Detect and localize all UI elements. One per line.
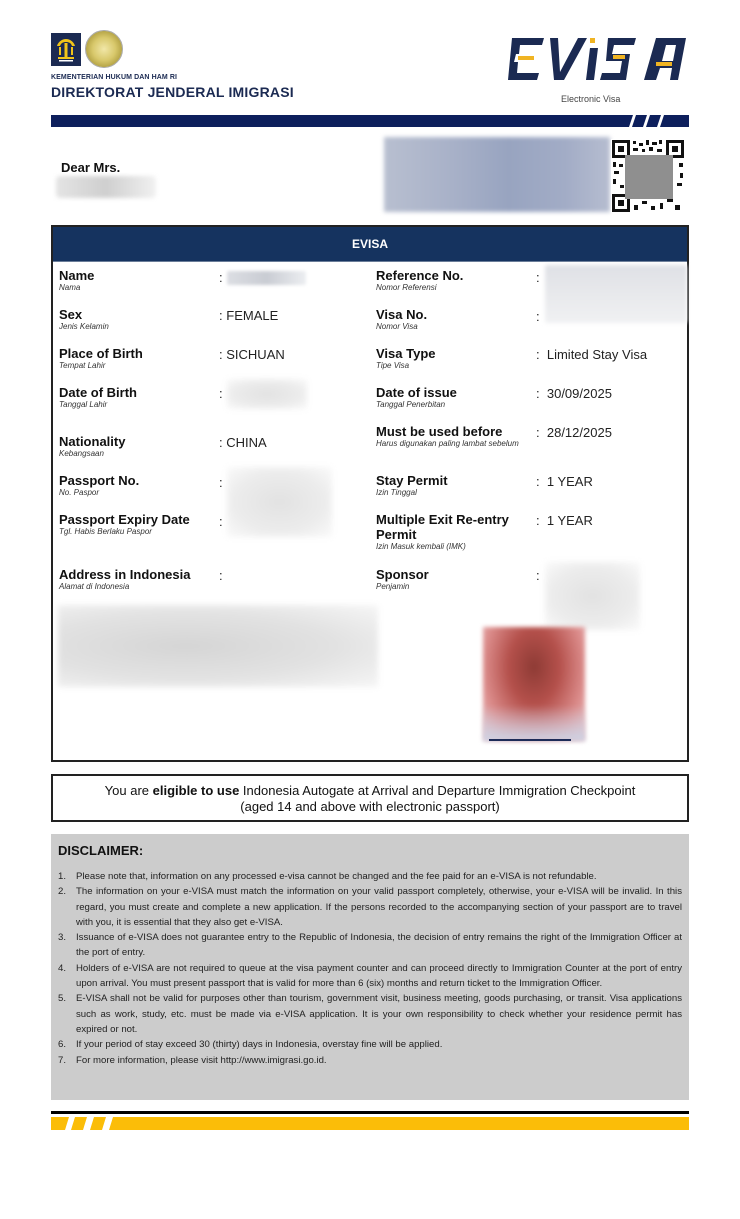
footer-stripe-bar — [51, 1117, 689, 1130]
ministry-name: KEMENTERIAN HUKUM DAN HAM RI — [51, 74, 178, 81]
field-reference-no: Reference No. Nomor Referensi — [376, 268, 464, 292]
evisa-logo — [506, 34, 688, 84]
redacted-dob-value — [227, 379, 307, 409]
qr-code-icon — [611, 139, 685, 213]
reference-no-colon: : — [536, 270, 540, 285]
field-sex: Sex Jenis Kelamin — [59, 307, 109, 331]
date-of-issue-value: : 30/09/2025 — [536, 386, 612, 401]
disclaimer-item: 6. If your period of stay exceed 30 (thirty) days in Indonesia, overstay fine will be applied. — [58, 1039, 443, 1051]
disclaimer-item: 2. The information on your e-VISA must match the information on your valid passport completely, otherwise, your e-VISA will be invalid. In this regard, you must create and complete a new application. If the persons recorded to the accompanying section of your passport are to travel with you, it is essential that they also get e-VISA. — [58, 886, 682, 928]
disclaimer-item: 7. For more information, please visit http://www.imigrasi.go.id. — [58, 1054, 327, 1066]
field-sponsor: Sponsor Penjamin — [376, 567, 429, 591]
field-passport-no: Passport No. No. Paspor — [59, 473, 140, 497]
disclaimer-item: 5. E-VISA shall not be valid for purposes other than tourism, government visit, business meeting, goods purchasing, or transit. Visa applications such as work, study, etc. must be made via e-VISA application. It is your own responsibility to check whether your residence permit has expired or not. — [58, 993, 682, 1035]
field-name: Name Nama — [59, 268, 95, 292]
evisa-details-panel — [51, 225, 689, 762]
disclaimer-list — [58, 869, 682, 1068]
directorate-name: DIREKTORAT JENDERAL IMIGRASI — [51, 84, 294, 100]
field-date-of-birth: Date of Birth Tanggal Lahir — [59, 385, 137, 409]
header-divider-bar — [51, 115, 689, 127]
disclaimer-item: 4. Holders of e-VISA are not required to queue at the visa payment counter and can proceed directly to Immigration Counter at the port of entry upon arrival. You must present passport that is valid for more than 6 (six) months and return ticket to the Immigration Officer. — [58, 962, 682, 990]
salutation: Dear Mrs. — [61, 160, 121, 175]
eligibility-emphasis: eligible to use — [152, 783, 240, 798]
ministry-logo-icon — [51, 33, 81, 66]
disclaimer-section — [51, 834, 689, 1100]
holder-photo-fade — [483, 705, 585, 741]
nationality-value: : CHINA — [219, 435, 267, 450]
redacted-address-value — [58, 605, 378, 687]
field-visa-no: Visa No. Nomor Visa — [376, 307, 428, 331]
sex-value: : FEMALE — [219, 308, 279, 323]
disclaimer-title: DISCLAIMER: — [58, 843, 144, 858]
evisa-panel-title: EVISA — [53, 227, 687, 262]
address-colon: : — [219, 568, 223, 583]
field-address: Address in Indonesia Alamat di Indonesia — [59, 567, 191, 591]
visa-no-colon: : — [536, 309, 540, 324]
place-of-birth-value: : SICHUAN — [219, 347, 285, 362]
reentry-permit-value: : 1 YEAR — [536, 513, 593, 528]
redacted-passport-values — [227, 467, 332, 537]
field-must-be-used-before: Must be used before Harus digunakan paling lambat sebelum — [376, 424, 519, 448]
evisa-logo-subtitle: Electronic Visa — [561, 94, 621, 104]
field-date-of-issue: Date of issue Tanggal Penerbitan — [376, 385, 457, 409]
autogate-eligibility-notice: You are eligible to use Indonesia Autogate at Arrival and Departure Immigration Checkpoint (aged 14 and above with electronic passport) — [51, 774, 689, 822]
redacted-sponsor-value — [545, 562, 640, 630]
sponsor-colon: : — [536, 568, 540, 583]
field-stay-permit: Stay Permit Izin Tinggal — [376, 473, 448, 497]
disclaimer-item: 1. Please note that, information on any processed e-visa cannot be changed and the fee paid for an e-VISA is not refundable. — [58, 871, 597, 882]
footer-divider — [51, 1111, 689, 1114]
passport-no-colon: : — [219, 475, 223, 490]
visa-type-value: : Limited Stay Visa — [536, 347, 648, 362]
field-nationality: Nationality Kebangsaan — [59, 434, 126, 458]
redacted-reference-visa-values — [545, 265, 687, 323]
field-multiple-exit-reentry-permit: Multiple Exit Re-entry Permit Izin Masuk kembali (IMK) — [376, 512, 509, 551]
photo-underline — [489, 739, 571, 741]
field-visa-type: Visa Type Tipe Visa — [376, 346, 436, 370]
dob-colon: : — [219, 386, 223, 401]
passport-expiry-colon: : — [219, 514, 223, 529]
redacted-banner-image — [384, 137, 610, 212]
name-colon: : — [219, 270, 223, 285]
disclaimer-item: 3. Issuance of e-VISA does not guarantee entry to the Republic of Indonesia, the decision of entry remains the right of the Immigration Officer at the port of entry. — [58, 932, 682, 959]
redacted-name-value — [227, 271, 306, 285]
must-be-used-before-value: : 28/12/2025 — [536, 425, 612, 440]
logo-group — [51, 33, 123, 71]
stripe-decoration-icon — [629, 115, 689, 127]
redacted-holder-name — [56, 176, 156, 198]
immigration-emblem-icon — [85, 30, 123, 68]
field-passport-expiry: Passport Expiry Date Tgl. Habis Berlaku Paspor — [59, 512, 190, 536]
stay-permit-value: : 1 YEAR — [536, 474, 593, 489]
field-place-of-birth: Place of Birth Tempat Lahir — [59, 346, 143, 370]
